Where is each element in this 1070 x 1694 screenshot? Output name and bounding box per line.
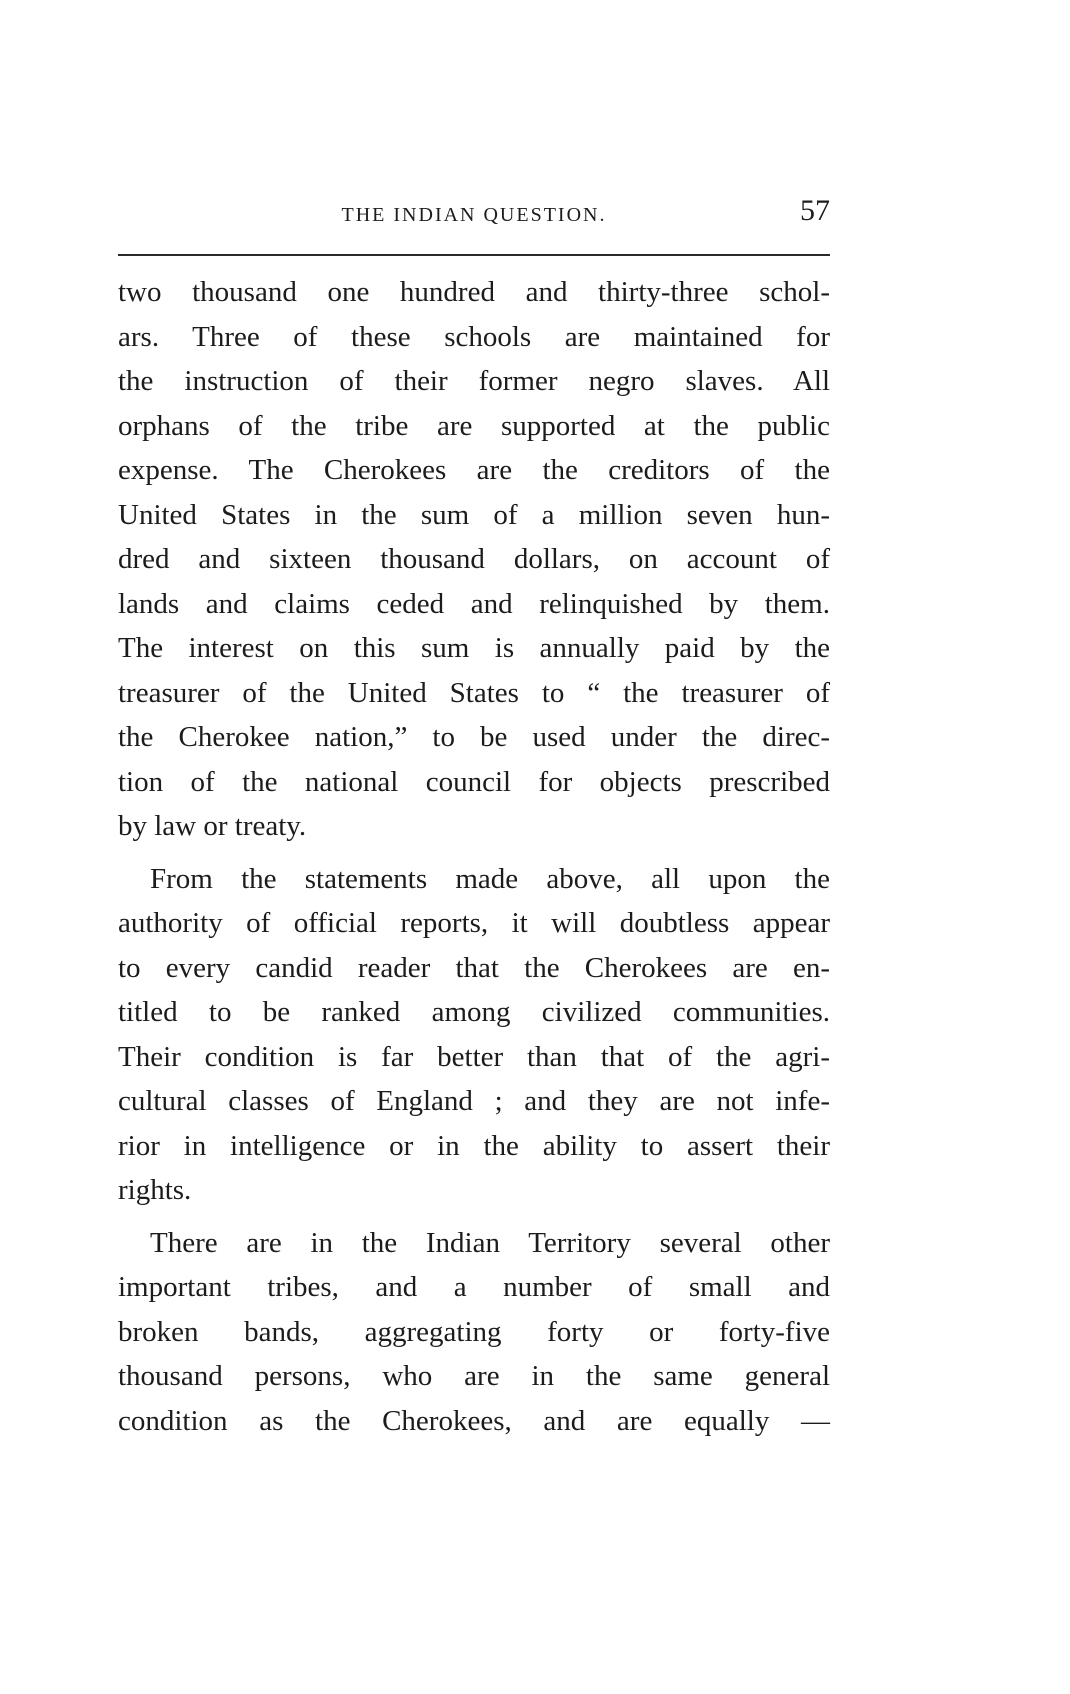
text-line: the Cherokee nation,” to be used under the direc-: [118, 721, 830, 753]
paragraph-gap: [118, 849, 830, 857]
text-line: the instruction of their former negro slaves. All: [118, 365, 830, 397]
paragraph-2: [118, 857, 830, 1213]
text-line: by law or treaty.: [118, 810, 307, 842]
text-line: cultural classes of England ; and they are not infe-: [118, 1085, 830, 1117]
running-head: THE INDIAN QUESTION.: [341, 204, 607, 226]
text-line: rior in intelligence or in the ability to assert their: [118, 1129, 830, 1162]
text-line: The interest on this sum is annually paid by the: [118, 632, 830, 664]
text-line: important tribes, and a number of small and: [118, 1271, 830, 1303]
text-line: ars. Three of these schools are maintained for: [118, 320, 830, 353]
paragraph-gap: [118, 1213, 830, 1221]
paragraph-1: [118, 270, 830, 849]
text-line: titled to be ranked among civilized communities.: [118, 996, 830, 1028]
body-text: [118, 270, 830, 1443]
paragraph-3: [118, 1221, 830, 1444]
text-line: to every candid reader that the Cherokees are en-: [118, 951, 830, 984]
text-line: lands and claims ceded and relinquished by them.: [118, 587, 830, 620]
text-line: thousand persons, who are in the same general: [118, 1360, 830, 1392]
text-line: orphans of the tribe are supported at the public: [118, 409, 830, 442]
header-rule: [118, 254, 830, 256]
text-line: authority of official reports, it will doubtless appear: [118, 907, 830, 939]
text-line: From the statements made above, all upon the: [150, 862, 830, 895]
text-line: two thousand one hundred and thirty-three schol-: [118, 276, 830, 308]
text-line: There are in the Indian Territory several other: [150, 1226, 830, 1259]
text-line: United States in the sum of a million seven hun-: [118, 498, 830, 531]
page-number: 57: [800, 194, 830, 227]
page-header: [118, 194, 830, 238]
text-line: expense. The Cherokees are the creditors of the: [118, 454, 830, 486]
text-line: condition as the Cherokees, and are equally —: [118, 1404, 830, 1437]
text-line: treasurer of the United States to “ the treasurer of: [118, 676, 830, 709]
text-line: dred and sixteen thousand dollars, on account of: [118, 543, 830, 575]
text-line: Their condition is far better than that of the agri-: [118, 1040, 830, 1073]
text-line: broken bands, aggregating forty or forty-five: [118, 1315, 830, 1348]
text-line: tion of the national council for objects prescribed: [118, 765, 830, 798]
text-line: rights.: [118, 1174, 192, 1206]
